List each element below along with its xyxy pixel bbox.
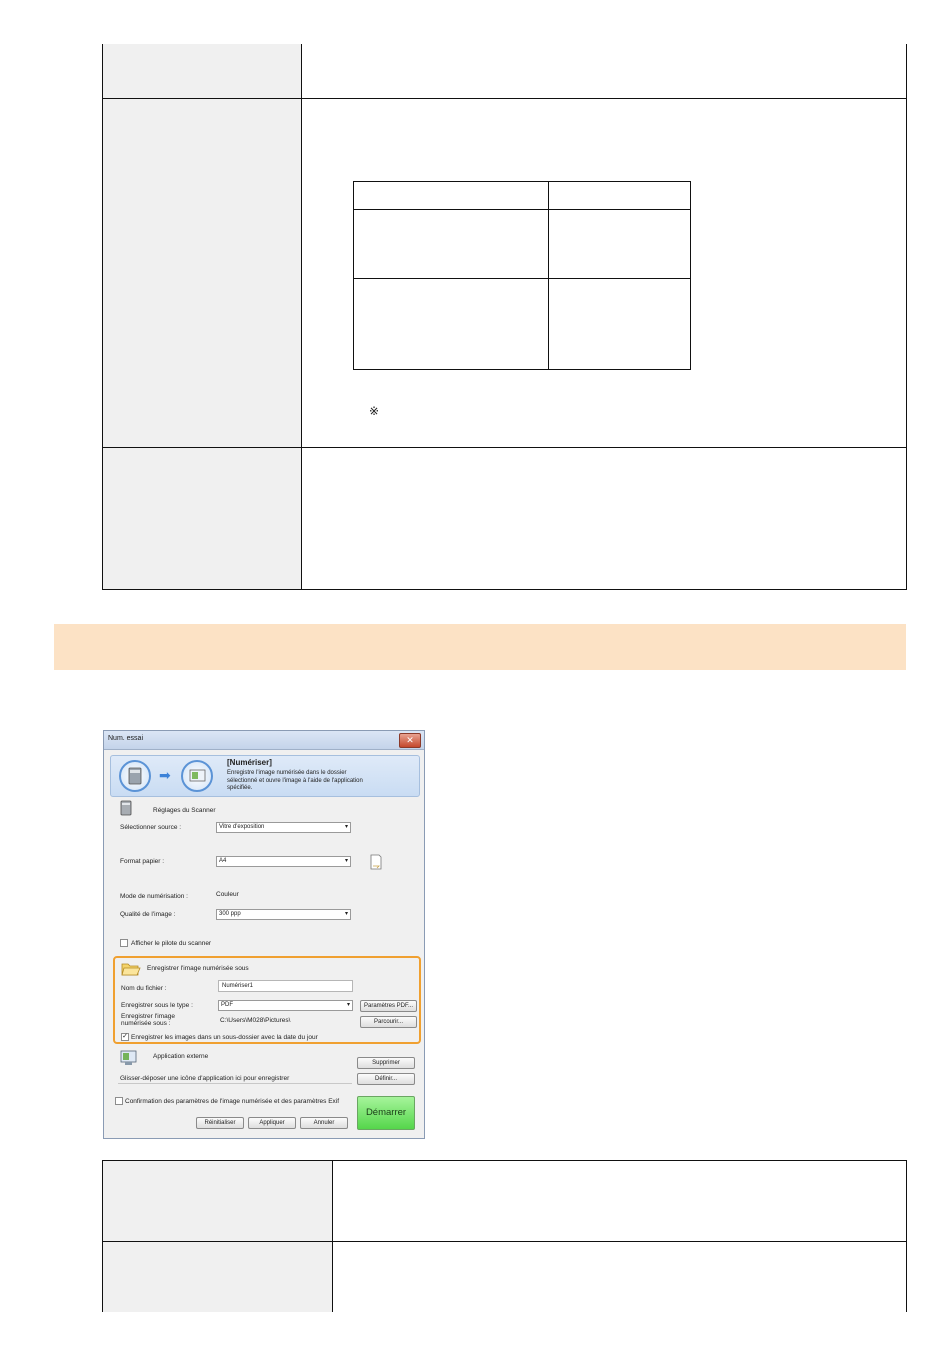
mode-label: Mode de numérisation : — [120, 893, 188, 900]
table-border-mid — [301, 44, 302, 590]
bottom-table-border-right — [906, 1160, 907, 1312]
save-settings-group — [113, 956, 421, 1044]
source-select-value: Vitre d'exposition — [219, 824, 265, 830]
scanner-icon — [119, 799, 133, 819]
confirm-label: Confirmation des paramètres de l'image numérisée et des paramètres Exif — [125, 1098, 340, 1105]
table-row-divider-2 — [102, 447, 907, 448]
show-driver-label: Afficher le pilote du scanner — [131, 940, 212, 947]
save-settings-label: Enregistrer l'image numérisée sous — [147, 965, 249, 972]
table-border-right — [906, 44, 907, 590]
scan-settings-dialog — [103, 730, 425, 1139]
subfolder-label: Enregistrer les images dans un sous-dossier avec la date du jour — [131, 1034, 318, 1041]
quality-select[interactable] — [216, 909, 351, 920]
filename-label: Nom du fichier : — [121, 985, 167, 992]
bottom-table-border-mid — [332, 1160, 333, 1312]
drop-zone-underline — [118, 1083, 352, 1084]
folder-icon — [121, 960, 141, 979]
filename-input[interactable]: Numériser1 — [218, 980, 353, 992]
define-button[interactable]: Définir... — [357, 1073, 415, 1085]
computer-circle-icon — [181, 760, 213, 792]
paper-select[interactable] — [216, 856, 351, 867]
bottom-table-border-left — [102, 1160, 103, 1312]
arrow-right-icon: ➡ — [159, 767, 171, 783]
start-button[interactable]: Démarrer — [357, 1096, 415, 1130]
table-label-cell-3 — [103, 448, 301, 589]
table-label-cell-2 — [103, 99, 301, 447]
quality-label: Qualité de l'image : — [120, 911, 176, 918]
source-label: Sélectionner source : — [120, 824, 182, 831]
pdf-settings-button[interactable]: Paramètres PDF... — [360, 1000, 417, 1012]
dialog-title: Num. essai — [108, 735, 144, 742]
page-orientation-icon — [369, 853, 383, 873]
file-type-select-value: PDF — [221, 1002, 233, 1008]
save-to-path: C:\Users\M028\Pictures\ — [220, 1017, 291, 1024]
save-to-label: Enregistrer l'image numérisée sous : — [121, 1013, 175, 1027]
bottom-table-label-cell-2 — [103, 1242, 332, 1312]
chevron-down-icon: ▾ — [344, 858, 348, 864]
table-label-cell-1 — [103, 44, 301, 98]
paper-label: Format papier : — [120, 858, 165, 865]
inner-table-row-divider-1 — [353, 209, 691, 210]
external-app-label: Application externe — [153, 1053, 209, 1060]
mode-banner — [110, 755, 420, 797]
subfolder-checkbox[interactable]: ✓ — [122, 1033, 128, 1040]
close-button[interactable]: ✕ — [399, 733, 421, 748]
browse-button[interactable]: Parcourir... — [360, 1016, 417, 1028]
chevron-down-icon: ▾ — [344, 911, 348, 917]
reset-button[interactable]: Réinitialiser — [196, 1117, 244, 1129]
chevron-down-icon: ▾ — [344, 824, 348, 830]
paper-select-value: A4 — [219, 858, 227, 864]
table-border-left — [102, 44, 103, 590]
table-row-divider-1 — [102, 98, 907, 99]
show-driver-checkbox[interactable] — [120, 939, 128, 947]
apply-button[interactable]: Appliquer — [248, 1117, 296, 1129]
mode-value: Couleur — [216, 891, 239, 898]
quality-select-value: 300 ppp — [219, 911, 241, 917]
bottom-table-border-top — [102, 1160, 907, 1161]
file-type-select[interactable] — [218, 1000, 353, 1011]
external-app-hint[interactable]: Glisser-déposer une icône d'application ici pour enregistrer — [120, 1075, 290, 1082]
table-border-bottom — [102, 589, 907, 590]
bottom-table-label-cell-1 — [103, 1161, 332, 1241]
inner-table-row-divider-2 — [353, 278, 691, 279]
confirm-checkbox[interactable] — [115, 1097, 123, 1105]
asterisk-note: ※ — [369, 404, 380, 418]
cancel-button[interactable]: Annuler — [300, 1117, 348, 1129]
chevron-down-icon: ▾ — [346, 1002, 350, 1008]
scanner-settings-label: Réglages du Scanner — [153, 807, 216, 814]
banner-heading: [Numériser] — [227, 758, 272, 767]
application-icon — [119, 1049, 139, 1069]
banner-description: Enregistre l'image numérisée dans le dossier sélectionné et ouvre l'image à l'aide de l'application spécifiée. — [227, 770, 363, 791]
scanner-circle-icon — [119, 760, 151, 792]
dialog-titlebar — [104, 731, 424, 750]
file-type-label: Enregistrer sous le type : — [121, 1002, 193, 1009]
section-heading-bar — [54, 624, 906, 670]
source-select[interactable] — [216, 822, 351, 833]
bottom-table-row-divider — [102, 1241, 907, 1242]
delete-button[interactable]: Supprimer — [357, 1057, 415, 1069]
